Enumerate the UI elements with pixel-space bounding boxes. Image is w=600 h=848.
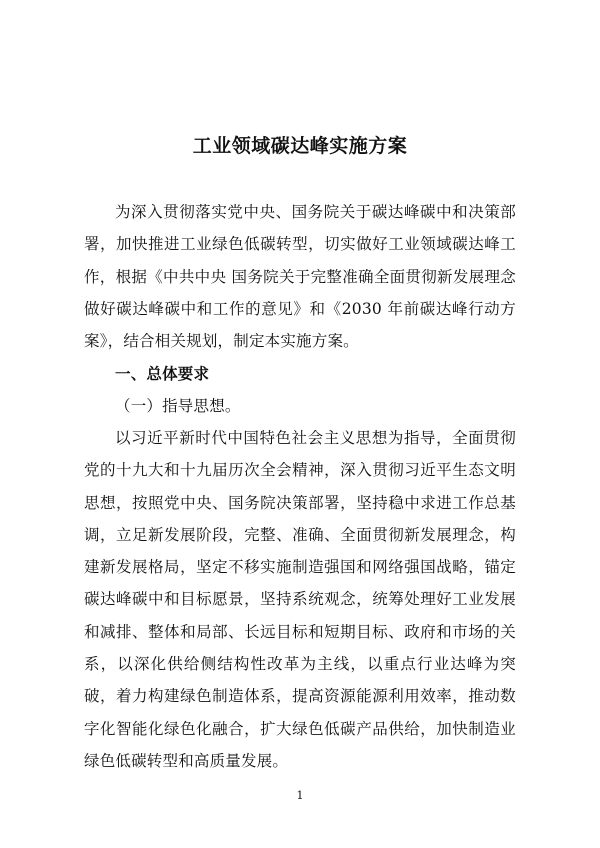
page-number: 1: [296, 789, 304, 802]
section-heading: 一、总体要求: [115, 365, 210, 383]
subsection-heading: （一）指导思想。: [115, 397, 241, 415]
intro-paragraph: 为深入贯彻落实党中央、国务院关于碳达峰碳中和决策部署，加快推进工业绿色低碳转型，切实做好工业领域碳达峰工作，根据《中共中央 国务院关于完整准确全面贯彻新发展理念做好碳达峰碳中和工作的意见》和《2030 年前碳达峰行动方案》，结合相关规划，制定本实施方案。: [84, 203, 516, 351]
guiding-paragraph: 以习近平新时代中国特色社会主义思想为指导，全面贯彻党的十九大和十九届历次全会精神，深入贯彻习近平生态文明思想，按照党中央、国务院决策部署，坚持稳中求进工作总基调，立足新发展阶段，完整、准确、全面贯彻新发展理念，构建新发展格局，坚定不移实施制造强国和网络强国战略，锚定碳达峰碳中和目标愿景，坚持系统观念，统筹处理好工业发展和减排、整体和局部、长远目标和短期目标、政府和市场的关系，以深化供给侧结构性改革为主线，以重点行业达峰为突破，着力构建绿色制造体系，提高资源能源利用效率，推动数字化智能化绿色化融合，扩大绿色低碳产品供给，加快制造业绿色低碳转型和高质量发展。: [84, 429, 516, 770]
document-title: 工业领域碳达峰实施方案: [192, 135, 408, 157]
